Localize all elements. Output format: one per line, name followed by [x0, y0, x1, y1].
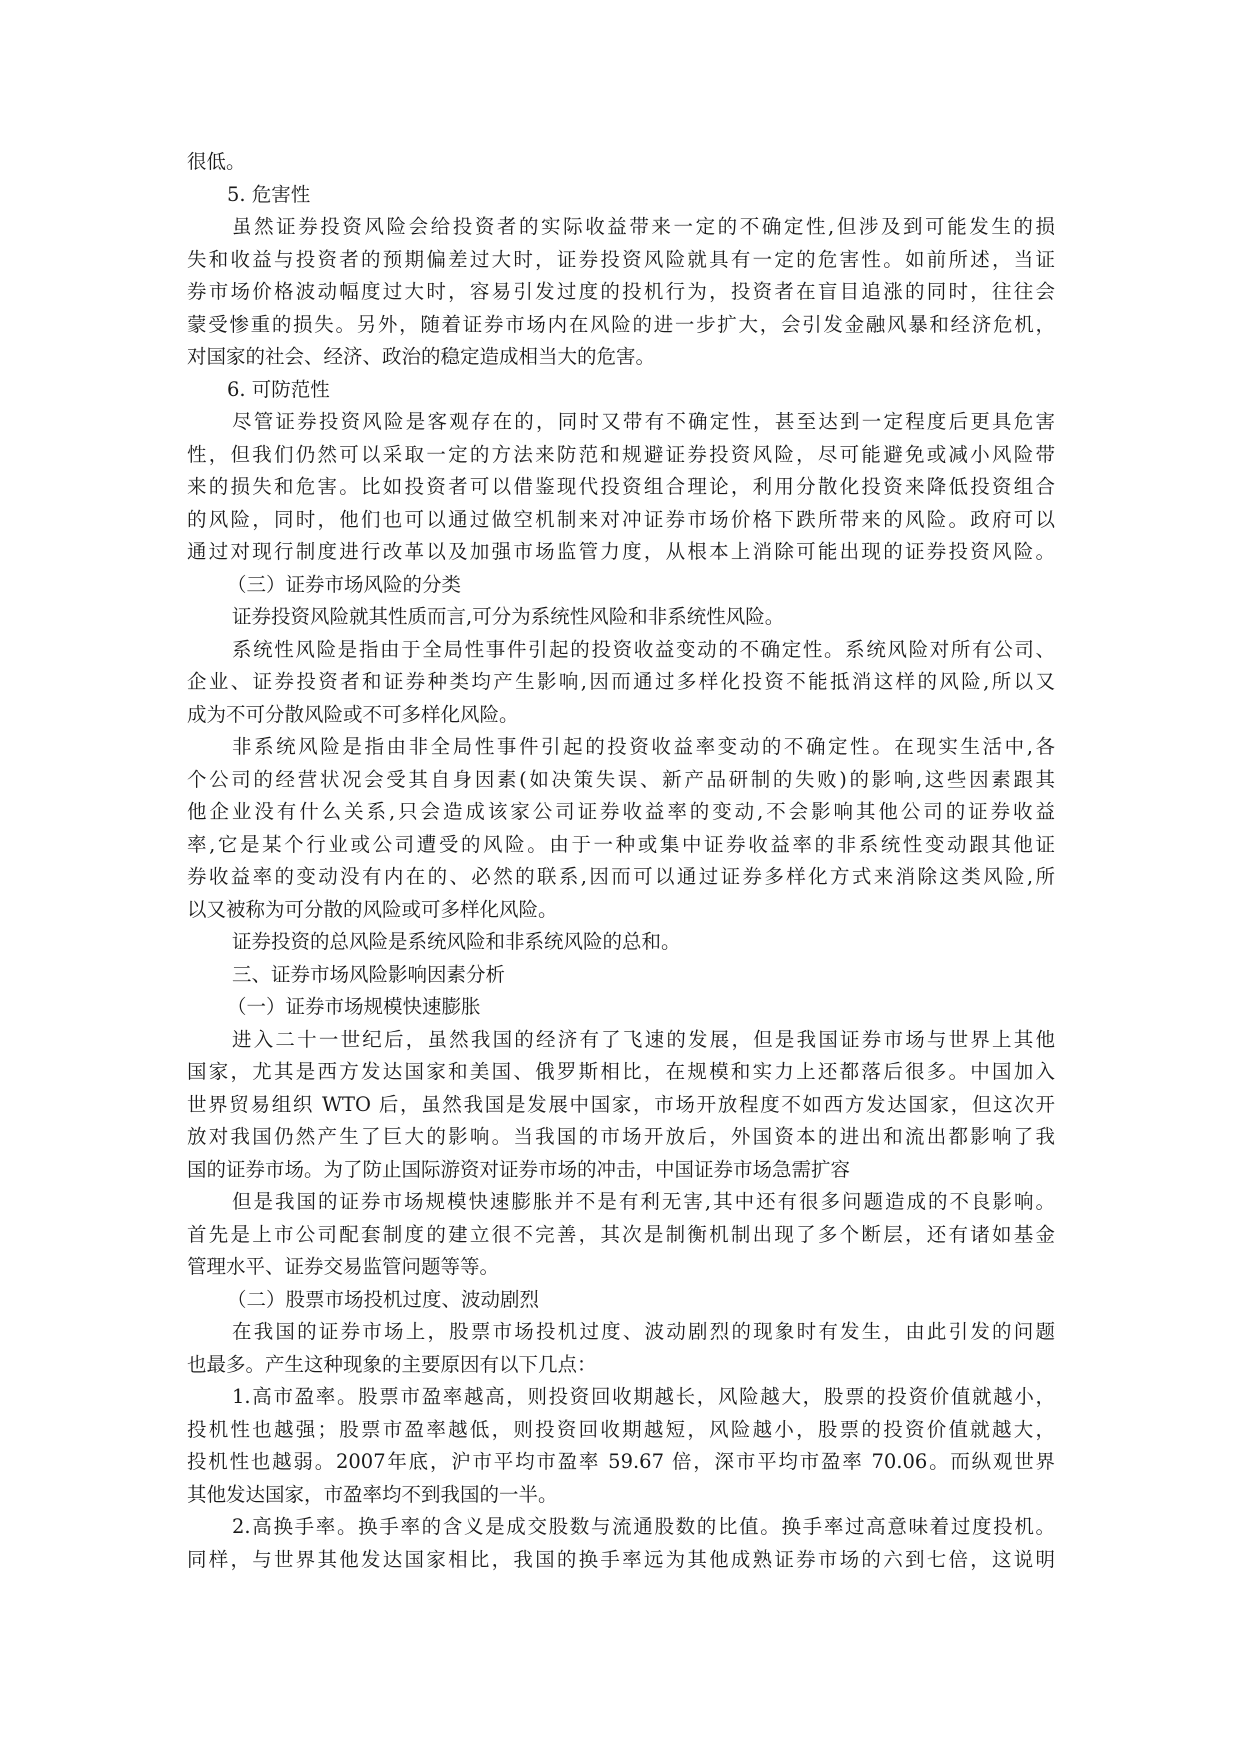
text-line: 也最多。产生这种现象的主要原因有以下几点：	[187, 1352, 597, 1376]
text-line: 尽管证券投资风险是客观存在的，同时又带有不确定性，甚至达到一定程度后更具危害	[232, 410, 1055, 433]
text-line: 管理水平、证券交易监管问题等等。	[187, 1255, 500, 1278]
text-line: 券收益率的变动没有内在的、必然的联系,因而可以通过证券多样化方式来消除这类风险,所	[187, 865, 1055, 888]
text-line: 虽然证券投资风险会给投资者的实际收益带来一定的不确定性,但涉及到可能发生的损	[232, 215, 1055, 238]
text-line: 成为不可分散风险或不可多样化风险。	[187, 702, 519, 726]
text-line: 性，但我们仍然可以采取一定的方法来防范和规避证券投资风险，尽可能避免或减小风险带	[187, 442, 1055, 466]
text-line: 国家，尤其是西方发达国家和美国、俄罗斯相比，在规模和实力上还都落后很多。中国加入	[187, 1060, 1055, 1083]
text-line: 首先是上市公司配套制度的建立很不完善，其次是制衡机制出现了多个断层，还有诸如基金	[187, 1222, 1055, 1246]
text-line: 通过对现行制度进行改革以及加强市场监管力度，从根本上消除可能出现的证券投资风险。	[187, 540, 1055, 563]
text-line: 在我国的证券市场上，股票市场投机过度、波动剧烈的现象时有发生，由此引发的问题	[232, 1320, 1055, 1343]
text-line: 以又被称为可分散的风险或可多样化风险。	[187, 897, 558, 921]
text-line: 来的损失和危害。比如投资者可以借鉴现代投资组合理论，利用分散化投资来降低投资组合	[187, 475, 1055, 498]
text-line: 其他发达国家，市盈率均不到我国的一半。	[187, 1482, 558, 1506]
section-heading: 5. 危害性	[227, 182, 311, 206]
text-line: 投机性也越强；股票市盈率越低，则投资回收期越短，风险越小，股票的投资价值就越大，	[187, 1417, 1055, 1441]
text-line: 2.高换手率。换手率的含义是成交股数与流通股数的比值。换手率过高意味着过度投机。	[232, 1515, 1055, 1538]
text-line: 的风险，同时，他们也可以通过做空机制来对冲证券市场价格下跌所带来的风险。政府可以	[187, 507, 1055, 531]
text-line: 世界贸易组织 WTO 后，虽然我国是发展中国家，市场开放程度不如西方发达国家，但这次开	[187, 1092, 1055, 1116]
text-line: 放对我国仍然产生了巨大的影响。当我国的市场开放后，外国资本的进出和流出都影响了我	[187, 1125, 1055, 1148]
text-line: 他企业没有什么关系,只会造成该家公司证券收益率的变动,不会影响其他公司的证券收益	[187, 800, 1055, 823]
text-line: 企业、证券投资者和证券种类均产生影响,因而通过多样化投资不能抵消这样的风险,所以又	[187, 670, 1055, 693]
section-heading: （二）股票市场投机过度、波动剧烈	[227, 1287, 540, 1311]
text-line: 投机性也越弱。2007年底，沪市平均市盈率 59.67 倍，深市平均市盈率 70.06。而纵观世界	[187, 1450, 1055, 1473]
text-line: 1.高市盈率。股票市盈率越高，则投资回收期越长，风险越大，股票的投资价值就越小，	[232, 1385, 1055, 1408]
text-line: 率,它是某个行业或公司遭受的风险。由于一种或集中证券收益率的非系统性变动跟其他证	[187, 832, 1055, 856]
section-heading: 三、证券市场风险影响因素分析	[232, 962, 506, 986]
text-line: 蒙受惨重的损失。另外，随着证券市场内在风险的进一步扩大，会引发金融风暴和经济危机，	[187, 312, 1055, 336]
document-page	[187, 146, 1055, 1576]
section-heading: （三）证券市场风险的分类	[227, 572, 462, 596]
text-line: 证券投资风险就其性质而言,可分为系统性风险和非系统性风险。	[232, 605, 785, 628]
text-line: 但是我国的证券市场规模快速膨胀并不是有利无害,其中还有很多问题造成的不良影响。	[232, 1190, 1055, 1213]
text-line: 国的证券市场。为了防止国际游资对证券市场的冲击，中国证券市场急需扩容	[187, 1157, 851, 1181]
text-line: 很低。	[187, 150, 246, 173]
text-line: 非系统风险是指由非全局性事件引起的投资收益率变动的不确定性。在现实生活中,各	[232, 735, 1055, 758]
text-line: 证券投资的总风险是系统风险和非系统风险的总和。	[232, 930, 681, 953]
text-line: 对国家的社会、经济、政治的稳定造成相当大的危害。	[187, 345, 656, 368]
text-line: 券市场价格波动幅度过大时，容易引发过度的投机行为，投资者在盲目追涨的同时，往往会	[187, 280, 1055, 303]
text-line: 失和收益与投资者的预期偏差过大时，证券投资风险就具有一定的危害性。如前所述，当证	[187, 247, 1055, 271]
text-line: 同样，与世界其他发达国家相比，我国的换手率远为其他成熟证券市场的六到七倍，这说明	[187, 1547, 1055, 1571]
section-heading: （一）证券市场规模快速膨胀	[227, 995, 481, 1018]
text-line: 系统性风险是指由于全局性事件引起的投资收益变动的不确定性。系统风险对所有公司、	[232, 637, 1055, 661]
text-line: 进入二十一世纪后，虽然我国的经济有了飞速的发展，但是我国证券市场与世界上其他	[232, 1027, 1055, 1051]
section-heading: 6. 可防范性	[227, 377, 330, 401]
text-line: 个公司的经营状况会受其自身因素(如决策失误、新产品研制的失败)的影响,这些因素跟其	[187, 767, 1055, 791]
